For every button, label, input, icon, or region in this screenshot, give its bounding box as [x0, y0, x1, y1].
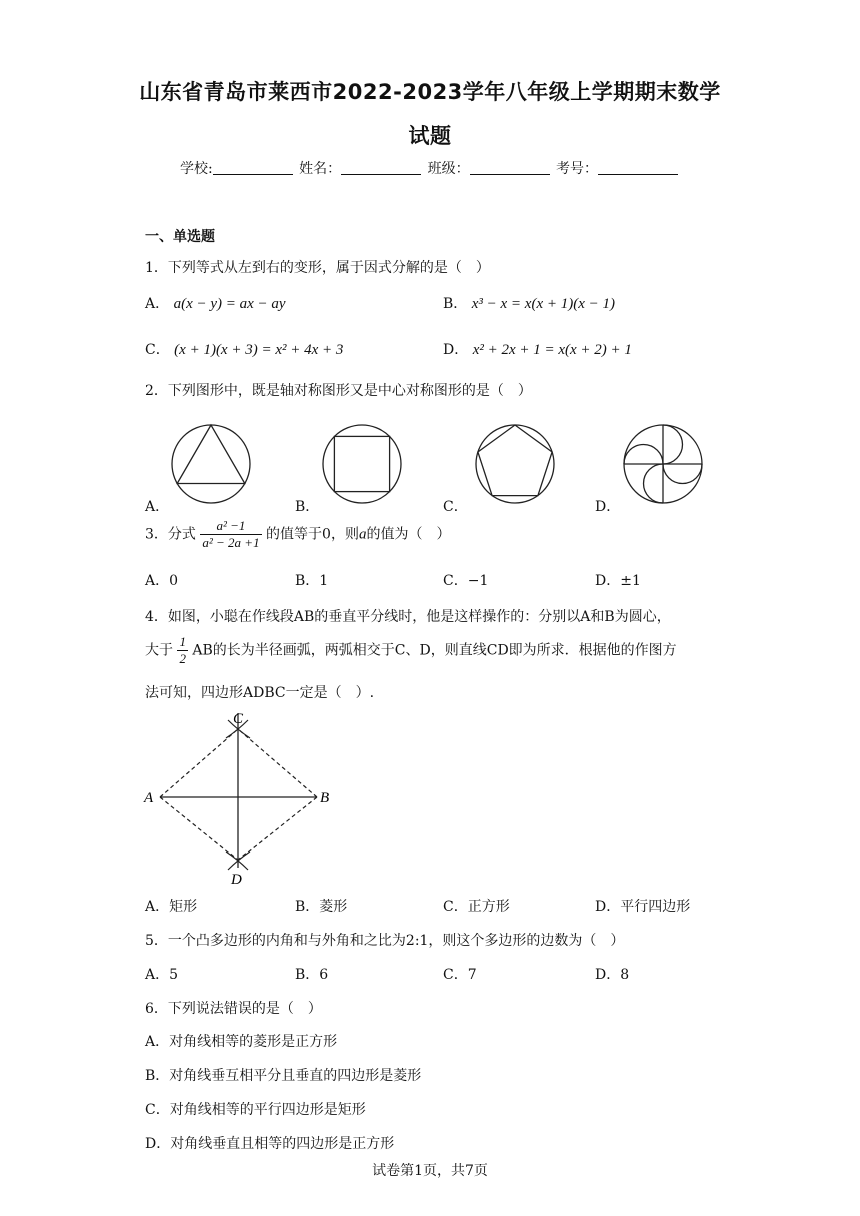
option-value: 矩形 — [169, 899, 198, 915]
q5-option-a[interactable] — [145, 964, 178, 984]
class-field-label: 班级： — [427, 161, 470, 177]
option-label: B． — [295, 899, 320, 915]
page-title-cont: 试题 — [408, 124, 452, 148]
q1-option-a[interactable] — [145, 293, 286, 313]
option-value: 6 — [319, 967, 329, 983]
option-value: 7 — [467, 967, 477, 983]
option-value: ±1 — [620, 573, 641, 589]
option-label: A． — [145, 296, 170, 312]
option-value: 0 — [169, 573, 179, 589]
q4-option-c[interactable] — [443, 896, 510, 916]
option-expr: x² + 2x + 1 = x(x + 2) + 1 — [472, 342, 632, 358]
option-label: B． — [295, 573, 320, 589]
page-footer: 试卷第1页，共7页 — [372, 1163, 488, 1179]
q1-option-d[interactable] — [443, 339, 632, 359]
q3-option-b[interactable] — [295, 570, 328, 590]
student-info-fields — [0, 158, 860, 178]
option-expr: (x + 1)(x + 3) = x² + 4x + 3 — [174, 342, 344, 358]
q4-construction-figure — [140, 708, 340, 890]
option-label: A． — [145, 573, 170, 589]
q3-option-c[interactable] — [443, 570, 488, 590]
q4-option-b[interactable] — [295, 896, 347, 916]
option-value: 菱形 — [319, 899, 348, 915]
option-label: C． — [145, 342, 170, 358]
label-b: B — [320, 790, 330, 806]
question-1-stem: 1．下列等式从左到右的变形，属于因式分解的是（ ） — [145, 260, 490, 276]
option-label: C． — [443, 573, 468, 589]
q3-fraction-numerator: a² −1 — [200, 518, 261, 535]
question-4-line-3: 法可知，四边形ADBC一定是（ ）. — [145, 685, 375, 701]
q3-fraction — [200, 518, 261, 551]
q6-option-b[interactable]: B．对角线垂互相平分且垂直的四边形是菱形 — [145, 1068, 422, 1084]
dashed-bc — [238, 729, 317, 797]
q1-option-c[interactable] — [145, 339, 343, 359]
q4-option-d[interactable] — [595, 896, 690, 916]
question-4-line-1: 4．如图，小聪在作线段AB的垂直平分线时，他是这样操作的：分别以A和B为圆心， — [145, 609, 671, 625]
school-field-blank[interactable] — [213, 162, 293, 175]
exam-number-field-label: 考号： — [556, 161, 599, 177]
q3-fraction-denominator: a² − 2a +1 — [202, 535, 260, 550]
question-3-stem — [145, 518, 450, 551]
option-label: A． — [145, 899, 170, 915]
q6-option-d[interactable]: D．对角线垂直且相等的四边形是正方形 — [145, 1136, 395, 1152]
option-label: D． — [595, 967, 621, 983]
q2-option-d-label[interactable]: D． — [595, 499, 621, 515]
option-label: B． — [443, 296, 468, 312]
option-label: D． — [595, 573, 621, 589]
option-label: C． — [443, 899, 468, 915]
q5-option-c[interactable] — [443, 964, 477, 984]
q5-option-d[interactable] — [595, 964, 629, 984]
option-value: 8 — [620, 967, 630, 983]
dashed-ad — [160, 797, 238, 860]
q3-option-d[interactable] — [595, 570, 641, 590]
q4-line2-pre: 大于 — [145, 642, 173, 659]
name-field-label: 姓名： — [299, 161, 342, 177]
question-5-stem: 5．一个凸多边形的内角和与外角和之比为2:1，则这个多边形的边数为（ ） — [145, 933, 625, 949]
section-heading: 一、单选题 — [145, 229, 215, 245]
option-label: A． — [145, 967, 170, 983]
label-a: A — [144, 790, 154, 806]
q5-option-b[interactable] — [295, 964, 328, 984]
page-title: 山东省青岛市莱西市2022-2023学年八年级上学期期末数学 — [139, 80, 721, 104]
q4-half-fraction — [177, 634, 188, 667]
q1-option-b[interactable] — [443, 293, 615, 313]
name-field-blank[interactable] — [341, 162, 421, 175]
q2-option-b-label[interactable]: B． — [295, 499, 320, 515]
label-c: C — [233, 711, 244, 727]
question-6-stem: 6．下列说法错误的是（ ） — [145, 1001, 322, 1017]
q3-variable: a — [358, 526, 367, 543]
q4-option-a[interactable] — [145, 896, 197, 916]
circle-triangle-figure[interactable] — [172, 425, 250, 503]
q3-stem-pre: 3．分式 — [145, 526, 196, 543]
q6-option-a[interactable]: A．对角线相等的菱形是正方形 — [145, 1034, 338, 1050]
circle-pentagon-figure[interactable] — [476, 425, 554, 503]
option-value: 正方形 — [467, 899, 510, 915]
option-value: 平行四边形 — [620, 899, 691, 915]
q4-half-denominator: 2 — [179, 651, 186, 666]
q6-option-c[interactable]: C．对角线相等的平行四边形是矩形 — [145, 1102, 366, 1118]
option-expr: a(x − y) = ax − ay — [173, 296, 286, 312]
dashed-ac — [160, 729, 238, 797]
question-2-stem: 2．下列图形中，既是轴对称图形又是中心对称图形的是（ ） — [145, 383, 532, 399]
circle-square-figure[interactable] — [323, 425, 401, 503]
option-label: D． — [595, 899, 621, 915]
q2-option-c-label[interactable]: C． — [443, 499, 468, 515]
q3-stem-post: 的值等于0，则 — [266, 526, 359, 543]
class-field-blank[interactable] — [470, 162, 550, 175]
exam-number-field-blank[interactable] — [598, 162, 678, 175]
option-label: D． — [443, 342, 469, 358]
option-expr: x³ − x = x(x + 1)(x − 1) — [471, 296, 616, 312]
option-value: −1 — [467, 573, 489, 589]
label-d: D — [231, 872, 242, 888]
question-4-line-2 — [145, 634, 677, 667]
q4-line2-post: AB的长为半径画弧，两弧相交于C、D，则直线CD即为所求．根据他的作图方 — [192, 642, 677, 659]
q2-figures — [160, 408, 720, 508]
q3-stem-end: 的值为（ ） — [366, 526, 451, 543]
q3-option-a[interactable] — [145, 570, 178, 590]
school-field-label: 学校: — [179, 161, 213, 177]
option-label: C． — [443, 967, 468, 983]
q4-half-numerator: 1 — [179, 634, 186, 649]
dashed-bd — [238, 797, 317, 860]
q2-option-a-label[interactable]: A． — [145, 499, 170, 515]
option-value: 5 — [169, 967, 179, 983]
option-label: B． — [295, 967, 320, 983]
option-value: 1 — [319, 573, 329, 589]
circle-pinwheel-figure[interactable] — [624, 425, 702, 503]
